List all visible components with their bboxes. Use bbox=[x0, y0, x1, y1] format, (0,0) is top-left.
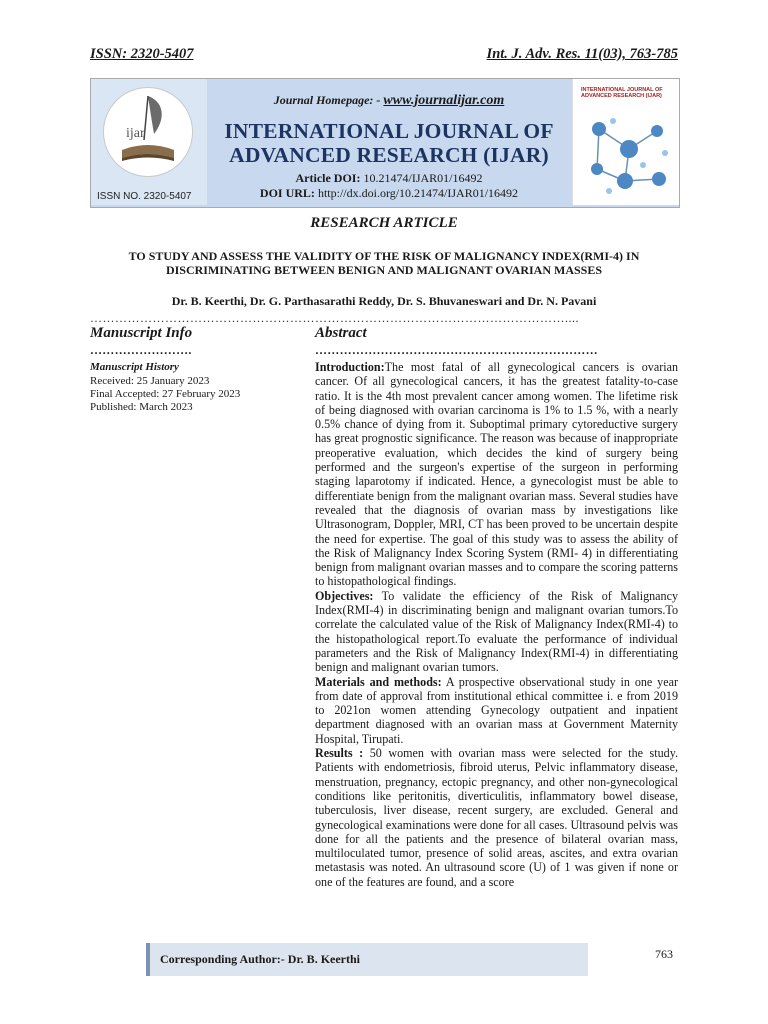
molecule-cover-icon bbox=[579, 109, 673, 199]
results-label: Results : bbox=[315, 746, 364, 761]
published-date: Published: March 2023 bbox=[90, 401, 193, 413]
manuscript-info-dots: ……………………. bbox=[90, 343, 192, 357]
abstract-dots: …………………………………………………………… bbox=[315, 343, 598, 357]
methods-text: A prospective observational study in one year from date of approval from institutional ethical committee i. e from 2019 to 2021on women attending Gynecology outpatient and inpatient department diagnosed with an ovarian mass at Government Maternity Hospital, Tirupati. bbox=[315, 674, 678, 746]
cover-title: INTERNATIONAL JOURNAL OF ADVANCED RESEARCH (IJAR) bbox=[581, 87, 663, 99]
results-text: 50 women with ovarian mass were selected for the study. Patients with endometriosis, fibroid uterus, Pelvic inflammatory disease, menstruation, pregnancy, ectopic pregnancy, and other non-gynecological conditions like peritonitis, diverticulitis, inflammatory bowel disease, tuberculosis, liver disease, recent surgery, are excluded. General and gynecological examinations were done for all cases. Ultrasound pelvis was done for all the patients and the presence of bilateral ovarian mass, multiloculated tumor, presence of solid areas, ascites, and extra ovarian metastasis was noted. An ultrasound score (U) of 1 was given if none or one of the features are found, and a score bbox=[315, 746, 678, 889]
doi-value: 10.21474/IJAR01/16492 bbox=[363, 171, 483, 185]
accepted-date: Final Accepted: 27 February 2023 bbox=[90, 388, 241, 400]
journal-homepage bbox=[207, 93, 571, 109]
doi-url-link[interactable]: http://dx.doi.org/10.21474/IJAR01/16492 bbox=[317, 186, 519, 200]
manuscript-history-label: Manuscript History bbox=[90, 361, 179, 373]
issn-header: ISSN: 2320-5407 bbox=[90, 46, 194, 62]
journal-cover bbox=[572, 79, 679, 205]
abstract-body bbox=[315, 360, 678, 889]
abstract-introduction bbox=[315, 360, 678, 589]
dotted-rule: …………………………………………………………………………………………………….... bbox=[90, 311, 579, 325]
doi-label: Article DOI: bbox=[295, 171, 361, 185]
logo-issn: ISSN NO. 2320-5407 bbox=[97, 191, 192, 202]
homepage-link[interactable]: www.journalijar.com bbox=[383, 93, 505, 108]
corresponding-author-box bbox=[146, 943, 588, 976]
doi-url bbox=[207, 186, 571, 201]
introduction-text: The most fatal of all gynecological cancers is ovarian cancer. Of all gynecological cancers, it has the greatest fatality-to-case ratio. It is the 4th most prevalent cancer among women. The lifetime risk of being diagnosed with ovarian carcinoma is 1% to 1.5 %, with a nearly 0.5% chance of dying from it. Suboptimal primary cytoreductive surgery has great prognostic significance. The reason was because of inappropriate preoperative evaluation, which decides the kind of surgery being performed and the surgeon's expertise of the surgeon in performing staging laparotomy if indicated. Hence, a gynecologist must be able to differentiate benign from the malignant ovarian mass. Several studies have revealed that the diagnosis of ovarian mass by investigations like Ultrasonogram, Doppler, MRI, CT has been proved to be uncertain despite the need for expertise. The goal of this study was to assess the ability of the Risk of Malignancy Index Scoring System (RMI- 4) in differentiating benign from malignant ovarian masses and to compare the scoring patterns to histopathological findings. bbox=[315, 360, 678, 589]
objectives-label: Objectives: bbox=[315, 588, 374, 603]
journal-banner bbox=[90, 78, 680, 208]
objectives-text: To validate the efficiency of the Risk of Malignancy Index(RMI-4) in discriminating benign and malignant ovarian tumors.To correlate the calculated value of the Risk of Malignancy Index(RMI-4) to the histopathological report.To evaluate the performance of individual parameters and the Risk of Malignancy Index(RMI-4) in differentiating benign and malignant ovarian tumors. bbox=[315, 588, 678, 675]
doi-url-label: DOI URL: bbox=[259, 186, 315, 200]
logo-text: ijar bbox=[126, 126, 145, 141]
journal-name-line2: ADVANCED RESEARCH (IJAR) bbox=[229, 143, 549, 167]
page-number: 763 bbox=[655, 947, 673, 961]
journal-name bbox=[207, 119, 571, 167]
journal-logo bbox=[91, 79, 207, 205]
corresponding-author: Corresponding Author:- Dr. B. Keerthi bbox=[160, 952, 361, 966]
abstract-methods bbox=[315, 675, 678, 746]
paper-title bbox=[90, 249, 678, 277]
abstract-results bbox=[315, 746, 678, 889]
article-doi bbox=[207, 171, 571, 186]
introduction-label: Introduction: bbox=[315, 360, 385, 374]
citation-header: Int. J. Adv. Res. 11(03), 763-785 bbox=[486, 46, 678, 62]
manuscript-info-heading: Manuscript Info bbox=[90, 325, 193, 341]
received-date: Received: 25 January 2023 bbox=[90, 375, 210, 387]
article-type: RESEARCH ARTICLE bbox=[310, 215, 458, 231]
paper-title-line2: DISCRIMINATING BETWEEN BENIGN AND MALIGNANT OVARIAN MASSES bbox=[165, 263, 603, 277]
paper-title-line1: TO STUDY AND ASSESS THE VALIDITY OF THE RISK OF MALIGNANCY INDEX(RMI-4) IN bbox=[128, 249, 640, 263]
author-list: Dr. B. Keerthi, Dr. G. Parthasarathi Reddy, Dr. S. Bhuvaneswari and Dr. N. Pavani bbox=[171, 294, 597, 308]
homepage-label: Journal Homepage: - bbox=[273, 93, 381, 107]
quill-book-logo-icon bbox=[103, 87, 193, 177]
journal-name-line1: INTERNATIONAL JOURNAL OF bbox=[224, 119, 554, 143]
abstract-heading: Abstract bbox=[315, 325, 367, 341]
abstract-objectives bbox=[315, 589, 678, 675]
methods-label: Materials and methods: bbox=[315, 674, 442, 689]
banner-center bbox=[207, 79, 571, 205]
running-header bbox=[90, 46, 678, 63]
